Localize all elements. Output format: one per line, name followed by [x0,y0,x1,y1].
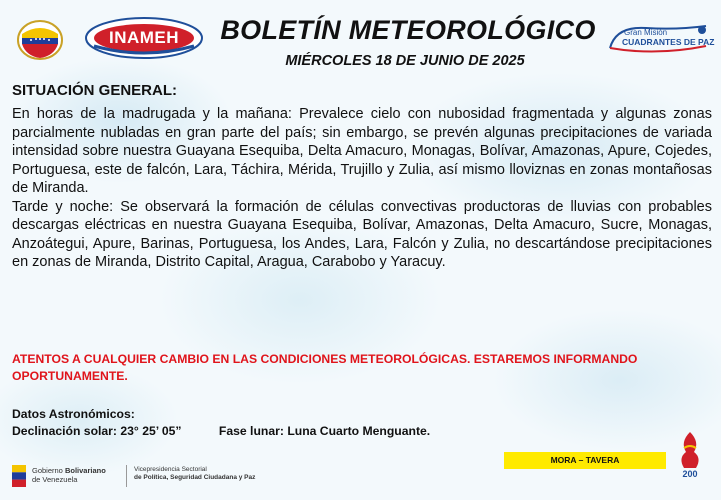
bicentennial-number: 200 [682,469,698,479]
government-footer [12,463,272,489]
inameh-logo-text: INAMEH [108,28,180,47]
inameh-logo [84,16,204,60]
moon-phase-label: Fase lunar: [218,424,284,438]
alert-notice: ATENTOS A CUALQUIER CAMBIO EN LAS CONDICIONES METEOROLÓGICAS. ESTAREMOS INFORMANDO OPORTUNAMENTE. [12,352,638,383]
cuadrantes-small-text: Gran Misión [624,28,668,37]
declination-label: Declinación solar: [12,424,117,438]
credit-badge: MORA – TAVERA [504,452,666,469]
situation-heading: SITUACIÓN GENERAL: [12,82,177,99]
situation-body [12,105,712,272]
astronomy-values-row [12,423,632,440]
cuadrantes-de-paz-logo [606,22,715,54]
government-name: Gobierno Bolivariano de Venezuela [32,466,106,484]
moon-phase-value: Luna Cuarto Menguante. [287,424,431,438]
venezuela-flag-icon [12,465,26,487]
cuadrantes-big-text: CUADRANTES DE PAZ [622,37,715,47]
declination-value: 23° 25’ 05” [120,424,182,438]
situation-paragraph-morning: En horas de la madrugada y la mañana: Prevalece cielo con nubosidad fragmentada y algunas zonas parcialmente nubladas en gran parte del país; sin embargo, se prevén algunas precipitaciones de variada intensidad sobre nuestra Guayana Esequiba, Delta Amacuro, Monagas, Bolívar, Amazonas, Apure, Cojedes, Portuguesa, este de falcón, Lara, Táchira, Mérida, Trujillo y Zulia, así mismo lloviznas en zonas montañosas de Miranda. [12,106,712,196]
situation-paragraph-afternoon: Tarde y noche: Se observará la formación de células convectivas productoras de lluvias con probables descargas eléctricas en nuestra Guayana Esequiba, Bolívar, Amazonas, Delta Amacuro, Sucre, Monagas, Anzoátegui, Apure, Barinas, Portuguesa, los Andes, Lara, Falcón y Zulia, no descartándose precipitaciones en zonas de Miranda, Distrito Capital, Aragua, Carabobo y Yaracuy. [12,198,712,270]
bicentennial-logo [672,428,708,488]
astronomy-heading: Datos Astronómicos: [12,407,135,421]
bulletin-date: MIÉRCOLES 18 DE JUNIO DE 2025 [285,53,525,69]
footer-divider [126,465,127,487]
bulletin-title: BOLETÍN METEOROLÓGICO [220,15,596,45]
venezuela-coat-of-arms-logo [14,18,66,62]
astronomical-data [12,406,632,440]
vice-presidency-name: Vicepresidencia Sectorial de Política, Seguridad Ciudadana y Paz [134,466,256,481]
